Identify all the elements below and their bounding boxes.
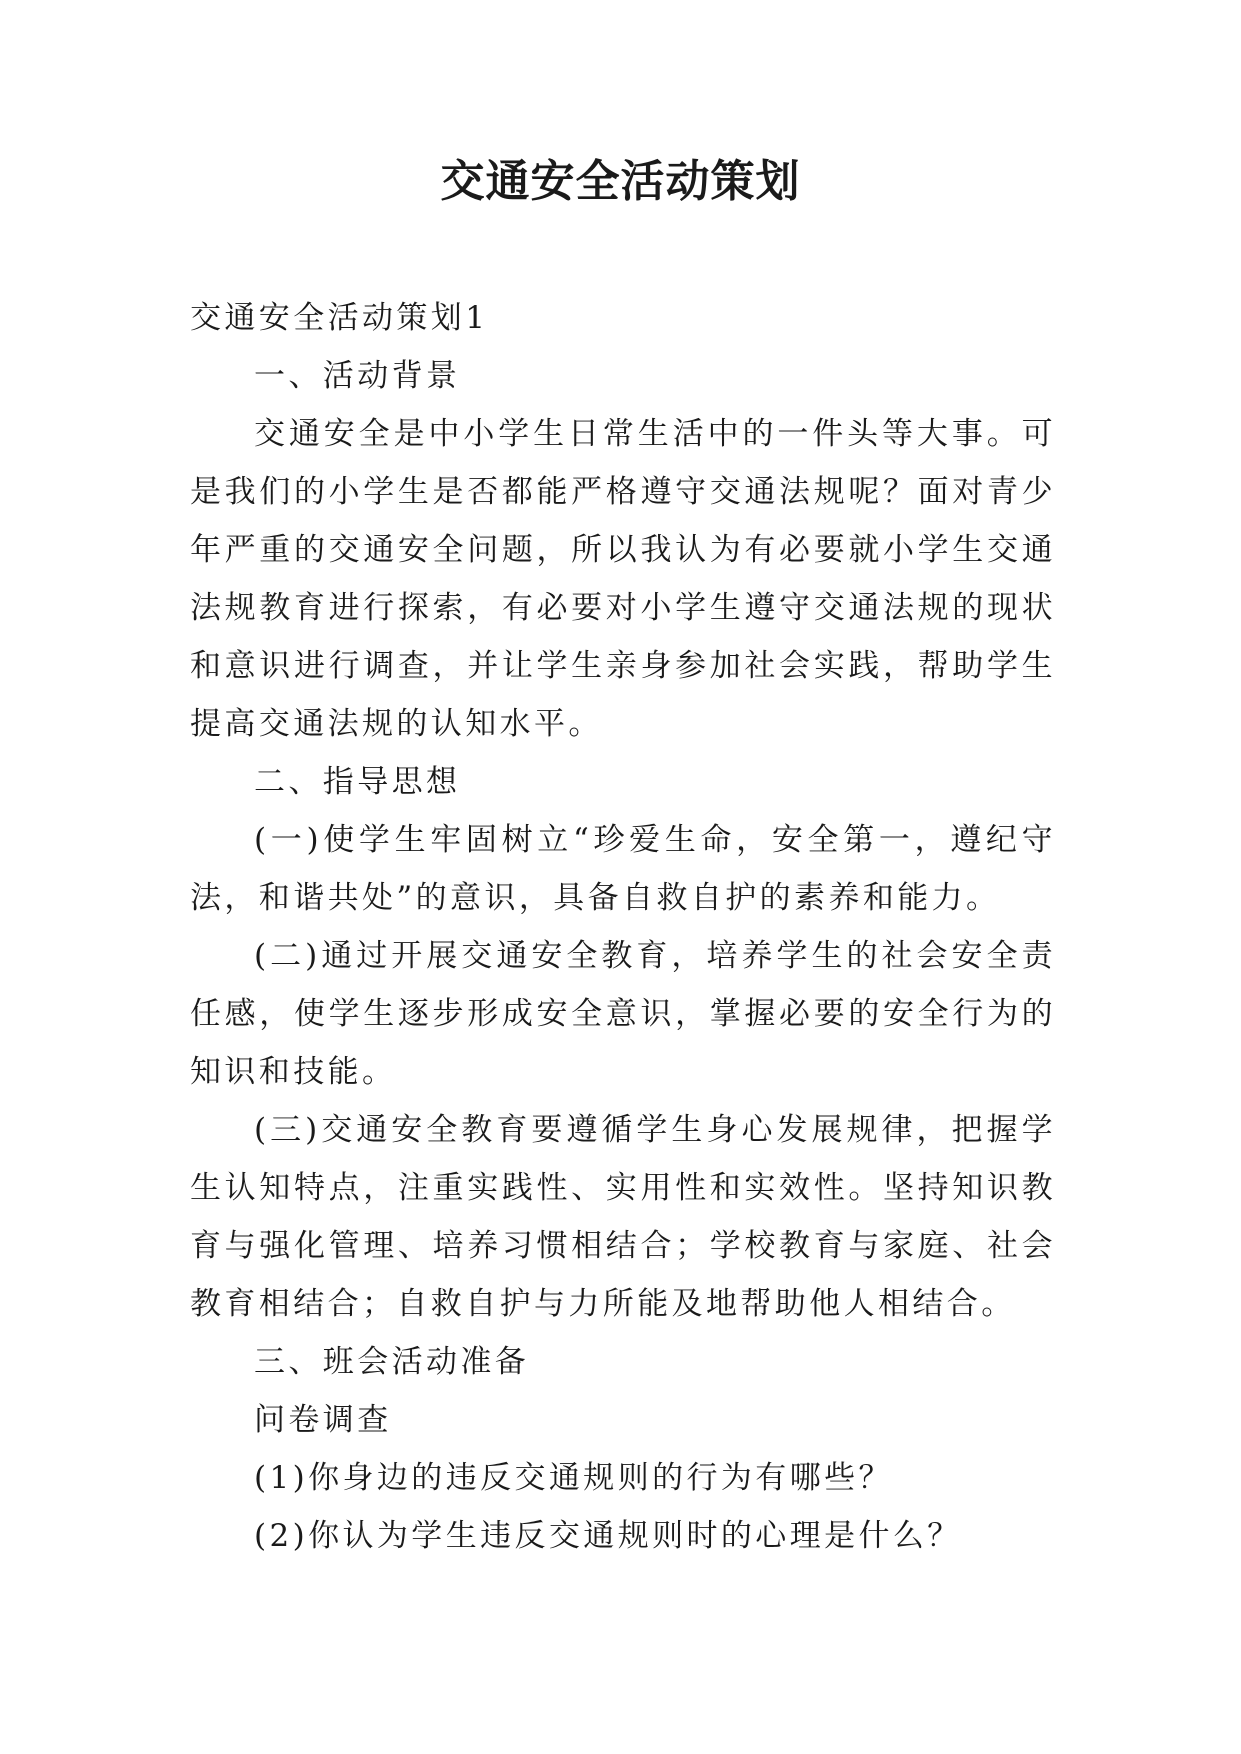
survey-question-2: (2)你认为学生违反交通规则时的心理是什么？	[254, 1518, 962, 1554]
survey-question-1: (1)你身边的违反交通规则的行为有哪些？	[254, 1460, 893, 1496]
document-title: 交通安全活动策划	[440, 156, 801, 207]
section-heading-preparation: 三、班会活动准备	[254, 1344, 530, 1380]
paragraph-guiding-3: (三)交通安全教育要遵循学生身心发展规律，把握学生认知特点，注重实践性、实用性和实效性。坚持知识教育与强化管理、培养习惯相结合；学校教育与家庭、社会教育相结合；自救自护与力所能及地帮助他人相结合。	[190, 1112, 1056, 1322]
document-body	[190, 289, 1056, 1565]
section-heading-background: 一、活动背景	[254, 358, 461, 394]
paragraph-survey-heading: 问卷调查	[254, 1402, 392, 1438]
paragraph-guiding-1: (一)使学生牢固树立“珍爱生命，安全第一，遵纪守法，和谐共处”的意识，具备自救自护的素养和能力。	[190, 822, 1056, 916]
section-heading-title: 交通安全活动策划1	[190, 300, 489, 336]
paragraph-background: 交通安全是中小学生日常生活中的一件头等大事。可是我们的小学生是否都能严格遵守交通法规呢？面对青少年严重的交通安全问题，所以我认为有必要就小学生交通法规教育进行探索，有必要对小学生遵守交通法规的现状和意识进行调查，并让学生亲身参加社会实践，帮助学生提高交通法规的认知水平。	[190, 416, 1056, 742]
paragraph-guiding-2: (二)通过开展交通安全教育，培养学生的社会安全责任感，使学生逐步形成安全意识，掌握必要的安全行为的知识和技能。	[190, 938, 1056, 1090]
section-heading-guiding-thought: 二、指导思想	[254, 764, 461, 800]
